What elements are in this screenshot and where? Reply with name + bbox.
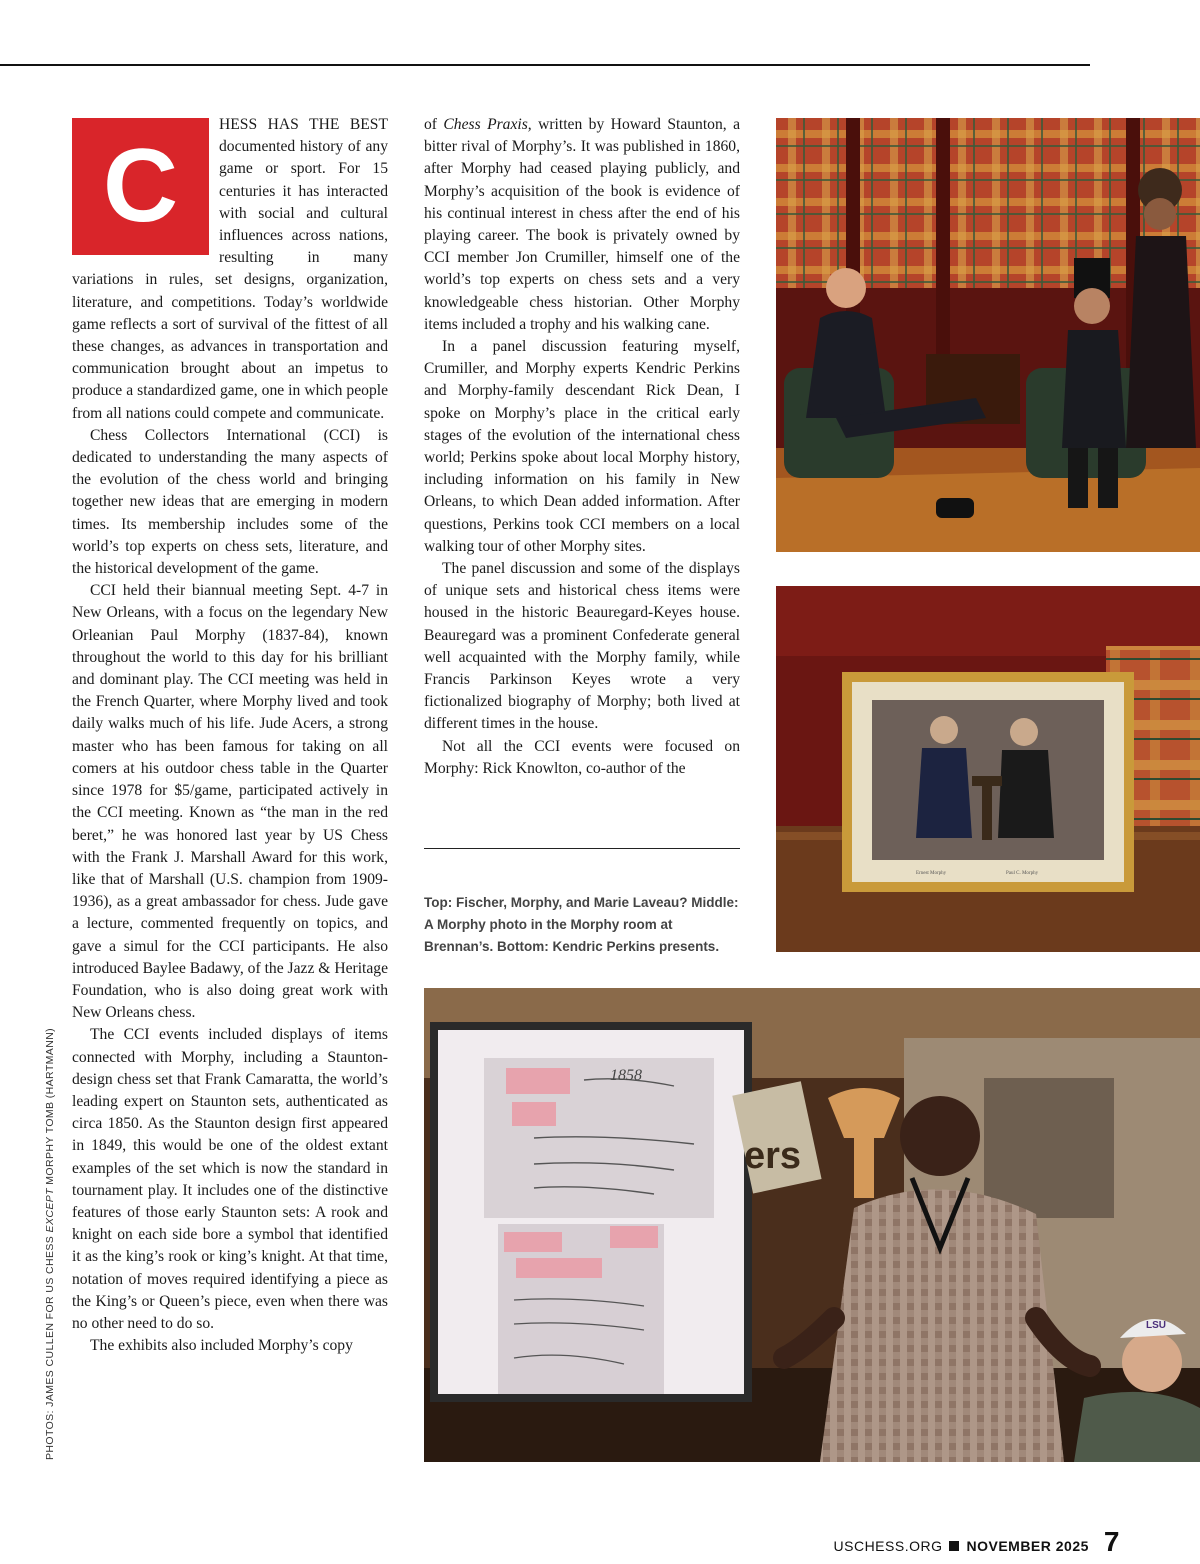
photo-middle bbox=[776, 586, 1200, 952]
top-rule bbox=[0, 64, 1090, 66]
paragraph: The panel discussion and some of the displays of unique sets and historical chess items were housed in the historic Beauregard-Keyes house. Beauregard was a prominent Confederate general well acquainted with the Morphy family, while Francis Parkinson Keyes wrote a very fictionalized biography of Morphy; both lived at different times in the house. bbox=[424, 560, 740, 733]
article-column-1 bbox=[72, 114, 388, 1357]
text-run: of bbox=[424, 116, 444, 133]
portrait-label-left: Ernest Morphy bbox=[916, 871, 947, 876]
paragraph: HESS HAS THE BEST documented history of any game or sport. For 15 centuries it has interacted with social and cultural influences across nations, resulting in many variations in rules, set designs, organization, literature, and competitions. Today’s worldwide game reflects a sort of survival of the fittest of all these changes, as advances in transportation and communication brought about an impetus to produce a standardized game, one in which people from all nations could compete and communicate. bbox=[72, 116, 388, 422]
page-number: 7 bbox=[1103, 1526, 1120, 1557]
paragraph: Not all the CCI events were focused on Morphy: Rick Knowlton, co-author of the bbox=[424, 737, 740, 777]
text-run: written by Howard Staunton, a bitter rival of Morphy’s. It was published in 1860, after Morphy had ceased playing publicly, and Morphy’s acquisition of the book is evidence of his continual interest in chess after the end of his playing career. The book is privately owned by CCI member Jon Crumiller, himself one of the world’s top experts on chess sets and a very knowledgeable chess historian. Other Morphy items included a trophy and his walking cane. bbox=[424, 116, 740, 333]
document-date: 1858 bbox=[610, 1067, 642, 1084]
site-name: USCHESS.ORG bbox=[833, 1538, 943, 1554]
photo-caption: Top: Fischer, Morphy, and Marie Laveau? Middle: A Morphy photo in the Morphy room at Brennan’s. Bottom: Kendric Perkins presents. bbox=[424, 895, 739, 954]
drop-cap: C bbox=[72, 118, 209, 255]
paragraph: In a panel discussion featuring myself, Crumiller, and Morphy experts Kendric Perkins and Morphy-family descendant Rick Dean, I spoke on Morphy’s place in the critical early stages of the evolution of the international chess world; Perkins spoke about local Morphy history, including information on his family in New Orleans, to which Dean added information. After questions, Perkins took CCI members on a local walking tour of other Morphy sites. bbox=[424, 338, 740, 555]
paragraph: The exhibits also included Morphy’s copy bbox=[90, 1337, 353, 1355]
paragraph bbox=[424, 114, 740, 336]
paragraph: Chess Collectors International (CCI) is dedicated to understanding the many aspects of the evolution of the chess world and bringing together new ideas that are emerging in modern times. Its membership includes some of the world’s top experts on chess sets, literature, and the historical development of the game. bbox=[72, 426, 388, 578]
hat-text: LSU bbox=[1146, 1320, 1166, 1331]
text-run: MORPHY TOMB (HARTMANN) bbox=[44, 1027, 56, 1189]
photo-bottom bbox=[424, 988, 1200, 1462]
sign-text: ers bbox=[744, 1135, 802, 1177]
issue-date: NOVEMBER 2025 bbox=[966, 1538, 1089, 1554]
text-run: PHOTOS: JAMES CULLEN FOR US CHESS bbox=[44, 1232, 56, 1460]
caption-rule bbox=[424, 848, 740, 849]
paragraph: The CCI events included displays of items connected with Morphy, including a Staunton-design chess set that Frank Camaratta, the world’s leading expert on Staunton sets, authenticated as circa 1850. As the Staunton design first appeared in 1849, this would be one of the oldest extant examples of the set which is now the standard in tournament play. It includes one of the distinctive features of those early Staunton sets: A rook and knight on each side bore a symbol that identified it as the king’s rook or king’s knight. At that time, notation of moves required identifying a piece as the King’s or Queen’s piece, even when there was no other need to do so. bbox=[72, 1026, 388, 1332]
square-bullet-icon bbox=[949, 1541, 959, 1551]
text-run: EXCEPT bbox=[44, 1188, 56, 1233]
paragraph: CCI held their biannual meeting Sept. 4-7 in New Orleans, with a focus on the legendary New Orleanian Paul Morphy (1837-84), known throughout the world to this day for his brilliant and dominant play. The CCI meeting was held in the French Quarter, where Morphy lived and took daily walks much of his life. Jude Acers, a strong master who has been famous for taking on all comers at his outdoor chess table in the Quarter since 1978 for $5/game, participated actively in the CCI meeting. Known as “the man in the red beret,” he was honored last year by US Chess with the Frank J. Marshall Award for this work, like that of Marshall (U.S. champion from 1909-1936), as a great ambassador for chess. Jude gave a lecture, commented frequently on topics, and gave a simul for the CCI participants. He also introduced Baylee Badawy, of the Jazz & Heritage Foundation, who is also doing great work with New Orleans chess. bbox=[72, 582, 388, 1022]
book-title: Chess Praxis, bbox=[443, 116, 532, 133]
portrait-label-right: Paul C. Morphy bbox=[1006, 871, 1039, 876]
page-footer bbox=[834, 1526, 1120, 1558]
photo-top bbox=[776, 118, 1200, 552]
photo-credit bbox=[44, 1010, 56, 1460]
article-column-2 bbox=[424, 114, 740, 780]
